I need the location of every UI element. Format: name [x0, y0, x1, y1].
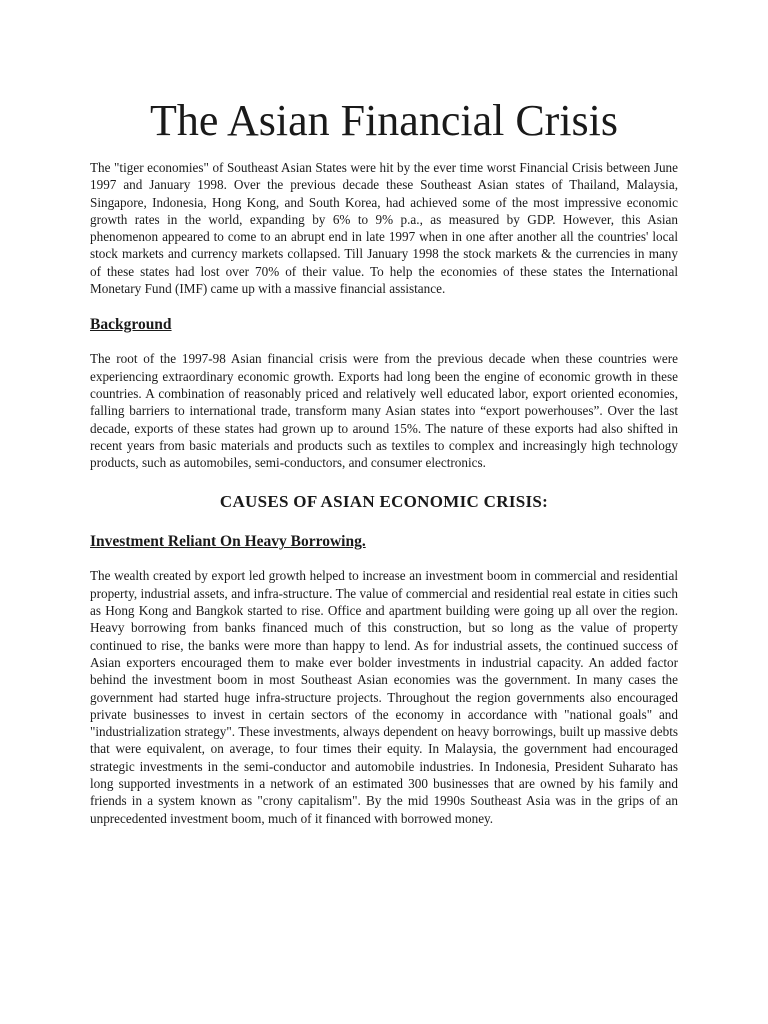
document-page — [90, 0, 678, 827]
causes-heading: CAUSES OF ASIAN ECONOMIC CRISIS: — [219, 492, 549, 512]
background-heading: Background — [90, 316, 172, 334]
investment-heading: Investment Reliant On Heavy Borrowing. — [90, 533, 366, 551]
document-title: The Asian Financial Crisis — [149, 96, 619, 145]
investment-paragraph: The wealth created by export led growth helped to increase an investment boom in commercial and residential property, industrial assets, and infra-structure. The value of commercial and residential real estate in cities such as Hong Kong and Bangkok started to rise. Office and apartment building were going up all over the region. Heavy borrowing from banks financed much of this construction, but so long as the value of property continued to rise, the banks were more than happy to lend. As for industrial assets, the continued success of Asian exporters encouraged them to make ever bolder investments in industrial capacity. An added factor behind the investment boom in most Southeast Asian economies was the government. In many cases the government had started huge infra-structure projects. Throughout the region governments also encouraged private businesses to invest in certain sectors of the economy in accordance with "national goals" and "industrialization strategy". These investments, always dependent on heavy borrowings, built up massive debts that were equivalent, on average, to four times their equity. In Malaysia, the government had encouraged strategic investments in the semi-conductor and automobile industries. In Indonesia, President Suharato has long supported investments in a network of an estimated 300 businesses that are owned by his family and friends in a system known as "crony capitalism". By the mid 1990s Southeast Asia was in the grips of an unprecedented investment boom, much of it financed with borrowed money. — [90, 568, 678, 826]
background-paragraph: The root of the 1997-98 Asian financial crisis were from the previous decade when these countries were experiencing extraordinary economic growth. Exports had long been the engine of economic growth in these countries. A combination of reasonably priced and relatively well educated labor, export oriented economies, falling barriers to international trade, transform many Asian states into “export powerhouses”. Over the last decade, exports of these states had grown up to around 15%. The nature of these exports had also shifted in recent years from basic materials and products such as textiles to complex and increasingly high technology products, such as automobiles, semi-conductors, and consumer electronics. — [90, 351, 678, 471]
intro-paragraph: The "tiger economies" of Southeast Asian States were hit by the ever time worst Financial Crisis between June 1997 and January 1998. Over the previous decade these Southeast Asian states of Thailand, Malaysia, Singapore, Indonesia, Hong Kong, and South Korea, had achieved some of the most impressive economic growth rates in the world, expanding by 6% to 9% p.a., as measured by GDP. However, this Asian phenomenon appeared to come to an abrupt end in late 1997 when in one after another all the countries' local stock markets and currency markets collapsed. Till January 1998 the stock markets & the currencies in many of these states had lost over 70% of their value. To help the economies of these states the International Monetary Fund (IMF) came up with a massive financial assistance. — [90, 160, 678, 297]
